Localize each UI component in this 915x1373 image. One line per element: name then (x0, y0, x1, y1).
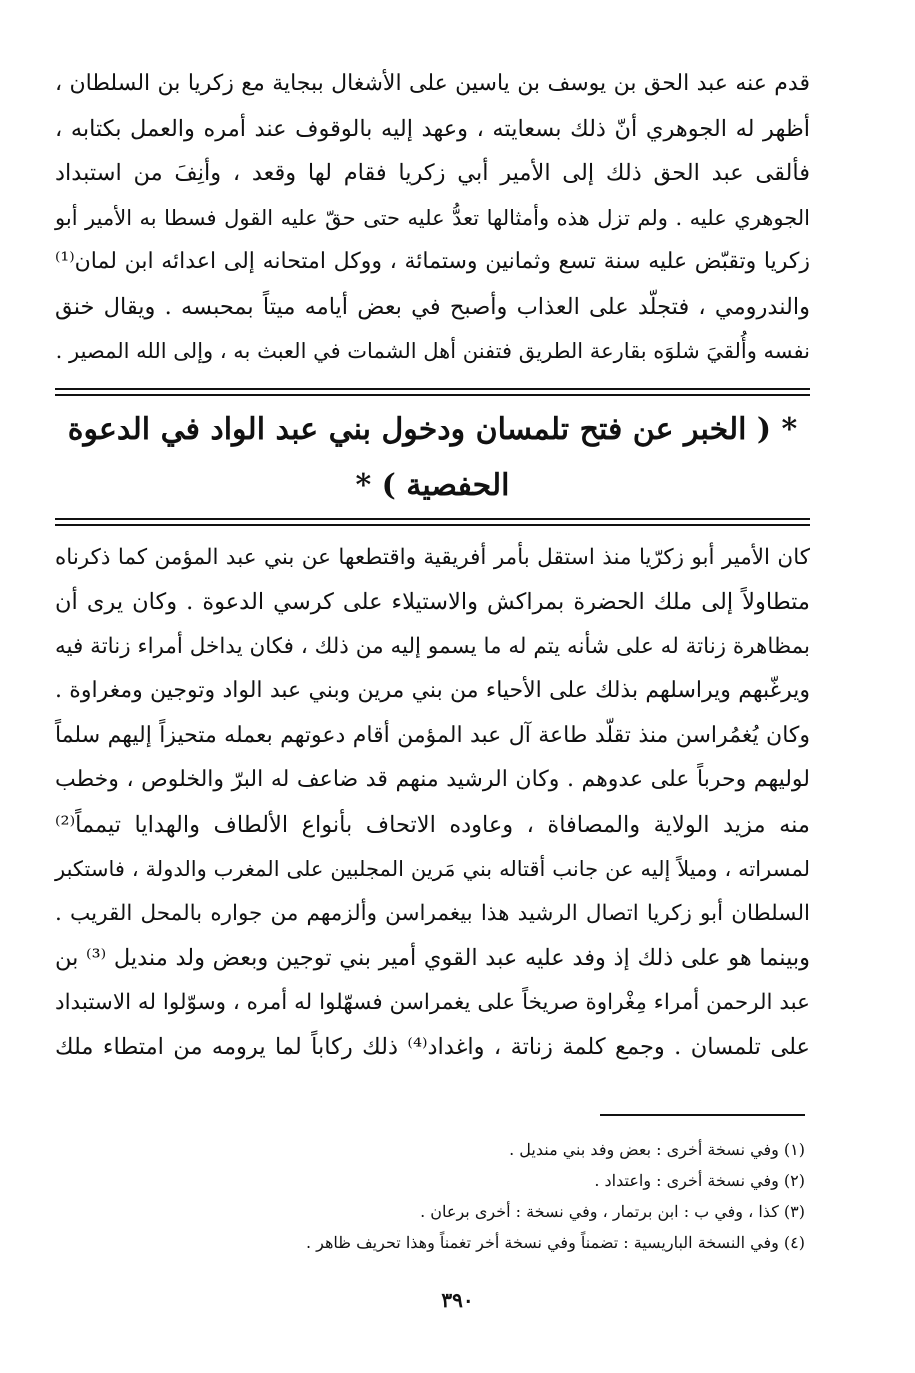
page-content (55, 62, 810, 1070)
heading-line-2: الحفصية ) * (355, 467, 510, 503)
text-line: لمسراته ، وميلاً إليه عن جانب أقتاله بني مَرين المجلبين على المغرب والدولة ، فاستكبر (55, 857, 810, 881)
text-line: عبد الرحمن أمراء مِغْراوة صريخاً على يغمراسن فسهّلوا له أمره ، وسوّلوا له الاستبداد (55, 989, 810, 1015)
heading-line-1: * ( الخبر عن فتح تلمسان ودخول بني عبد الواد في الدعوة (67, 411, 798, 447)
text-line: بمظاهرة زناتة له على شأنه يتم له ما يسمو إليه من ذلك ، فكان يداخل أمراء زناتة فيه (55, 633, 810, 659)
text-line: منه مزيد الولاية والمصافاة ، وعاوده الاتحاف بأنواع الألطاف والهدايا تيمماً⁽²⁾ (55, 811, 810, 838)
footnote: (٣) كذا ، وفي ب : ابن برتمار ، وفي نسخة : أخرى برعان . (420, 1202, 805, 1221)
footnote-rule (600, 1114, 805, 1116)
text-line: ويرغّبهم ويراسلهم بذلك على الأحياء من بني مرين وبني عبد الواد وتوجين ومغراوة . (55, 678, 810, 703)
text-line: متطاولاً إلى ملك الحضرة بمراكش والاستيلاء على كرسي الدعوة . وكان يرى أن (55, 589, 810, 615)
section-divider-top-inner (55, 394, 810, 396)
text-line: فألقى عبد الحق ذلك إلى الأمير أبي زكريا فقام لها وقعد ، وأنِفَ من استبداد (55, 160, 810, 186)
text-line: وبينما هو على ذلك إذ وفد عليه عبد القوي أمير بني توجين وبعض ولد منديل ⁽³⁾ بن (55, 945, 810, 971)
page-number: ٣٩٠ (441, 1288, 474, 1312)
text-line: الجوهري عليه . ولم تزل هذه وأمثالها تعدُّ عليه حتى حقّ عليه القول فسطا به الأمير أبو (55, 205, 810, 230)
section-divider-top (55, 388, 810, 390)
text-line: زكريا وتقبّض عليه سنة تسع وثمانين وستمائة ، ووكل امتحانه إلى اعدائه ابن لمان⁽¹⁾ (55, 249, 810, 274)
text-line: لوليهم وحرباً على عدوهم . وكان الرشيد منهم قد ضاعف له البرّ والخلوص ، وخطب (55, 767, 810, 792)
footnote: (١) وفي نسخة أخرى : بعض وفد بني منديل . (509, 1140, 805, 1159)
footnotes (306, 1134, 805, 1258)
footnote: (٢) وفي نسخة أخرى : واعتداد . (594, 1171, 805, 1190)
body-paragraph (55, 536, 810, 1070)
text-line: نفسه وأُلقيَ شلوَه بقارعة الطريق فتفنن أهل الشمات في العبث به ، وإلى الله المصير . (55, 339, 810, 363)
text-line: كان الأمير أبو زكرّيا منذ استقل بأمر أفريقية واقتطعها عن بني عبد المؤمن كما ذكرناه (55, 544, 810, 570)
section-heading (55, 402, 810, 514)
text-line: على تلمسان . وجمع كلمة زناتة ، واغداد⁽⁴⁾ ذلك ركاباً لما يرومه من امتطاء ملك (55, 1034, 810, 1060)
text-line: السلطان أبو زكريا اتصال الرشيد هذا بيغمراسن وألزمهم من جواره بالمحل القريب . (55, 900, 810, 926)
text-line: أظهر له الجوهري أنّ ذلك بسعايته ، وعهد إليه بالوقوف عند أمره والعمل بكتابه ، (55, 115, 810, 142)
section-divider-bottom (55, 518, 810, 520)
text-line: وكان يُغمُراسن منذ تقلّد طاعة آل عبد المؤمن أقام دعوتهم بعمله متحيزاً إليهم سلماً (55, 722, 810, 748)
footnote: (٤) وفي النسخة الباريسية : تضمناً وفي نسخة أخر تغمناً وهذا تحريف ظاهر . (305, 1233, 805, 1252)
text-line: قدم عنه عبد الحق بن يوسف بن ياسين على الأشغال ببجاية مع زكريا بن السلطان ، (55, 71, 810, 96)
intro-paragraph (55, 62, 810, 374)
text-line: والندرومي ، فتجلّد على العذاب وأصبح في بعض أيامه ميتاً بمحبسه . ويقال خنق (55, 293, 810, 320)
